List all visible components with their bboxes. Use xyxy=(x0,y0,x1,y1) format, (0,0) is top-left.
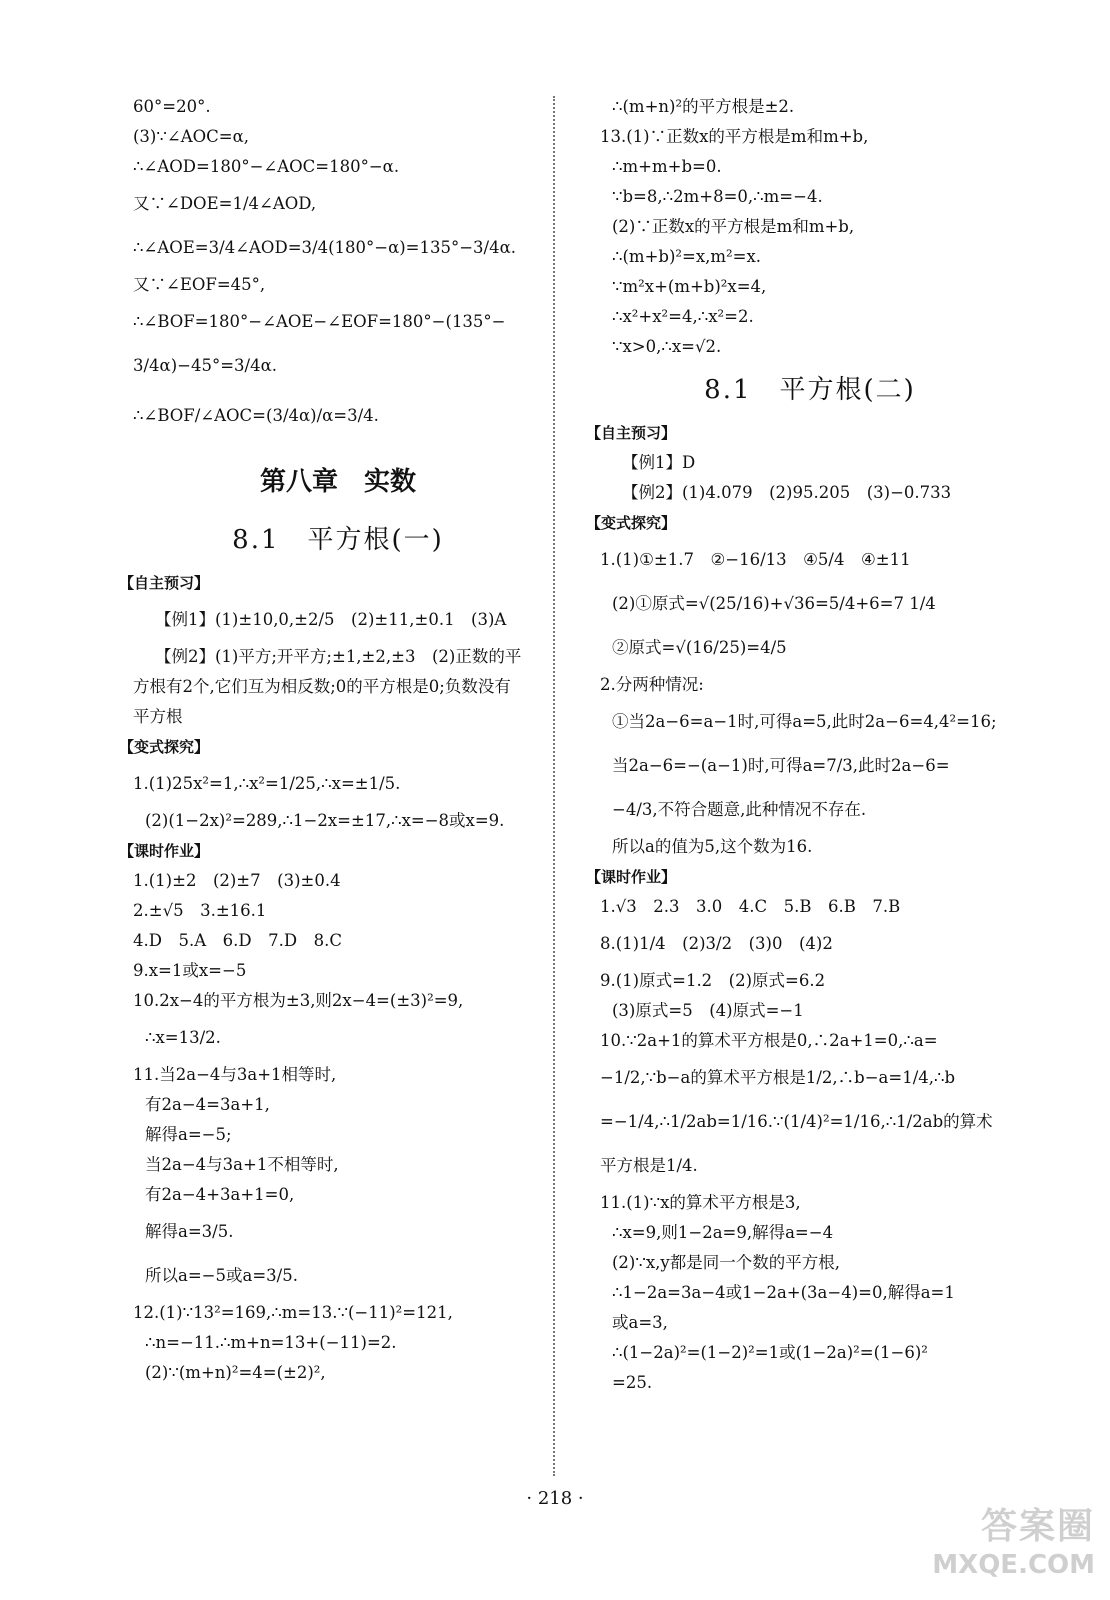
text-line: 所以a的值为5,这个数为16. xyxy=(612,837,813,856)
text-line: 所以a=−5或a=3/5. xyxy=(145,1266,298,1285)
text-line: 【例2】(1)4.079 (2)95.205 (3)−0.733 xyxy=(622,483,952,502)
text-line: 9.(1)原式=1.2 (2)原式=6.2 xyxy=(600,971,826,990)
text-line: ∴x=9,则1−2a=9,解得a=−4 xyxy=(612,1223,834,1242)
section-tag: 【自主预习】 xyxy=(586,424,677,442)
section-tag: 【课时作业】 xyxy=(119,842,210,860)
text-line: ∴∠AOE=3/4∠AOD=3/4(180°−α)=135°−3/4α. xyxy=(133,238,516,257)
text-line: 2.±√5 3.±16.1 xyxy=(133,901,267,920)
text-line: ∵x>0,∴x=√2. xyxy=(612,337,722,356)
text-line: =25. xyxy=(612,1373,653,1392)
text-line: 解得a=3/5. xyxy=(145,1222,234,1241)
text-line: 平方根 xyxy=(133,707,183,726)
text-line: 有2a−4=3a+1, xyxy=(145,1095,270,1114)
text-line: ∴∠BOF=180°−∠AOE−∠EOF=180°−(135°− xyxy=(133,312,506,331)
text-line: 8.(1)1/4 (2)3/2 (3)0 (4)2 xyxy=(600,934,833,953)
text-line: 4.D 5.A 6.D 7.D 8.C xyxy=(133,931,342,950)
text-line: 又∵∠DOE=1/4∠AOD, xyxy=(133,194,317,213)
text-line: ①当2a−6=a−1时,可得a=5,此时2a−6=4,4²=16; xyxy=(612,712,997,731)
text-line: 10.2x−4的平方根为±3,则2x−4=(±3)²=9, xyxy=(133,991,464,1010)
section-tag: 【变式探究】 xyxy=(586,514,677,532)
chapter-title: 第八章 实数 xyxy=(259,467,416,497)
section-tag: 【自主预习】 xyxy=(119,574,210,592)
text-line: 解得a=−5; xyxy=(145,1125,232,1144)
text-line: =−1/4,∴1/2ab=1/16.∵(1/4)²=1/16,∴1/2ab的算术 xyxy=(600,1112,993,1131)
text-line: ∴1−2a=3a−4或1−2a+(3a−4)=0,解得a=1 xyxy=(612,1283,955,1302)
text-line: 又∵∠EOF=45°, xyxy=(133,275,266,294)
text-line: 60°=20°. xyxy=(133,97,211,116)
text-line: 11.(1)∵x的算术平方根是3, xyxy=(600,1193,801,1212)
text-line: 1.(1)①±1.7 ②−16/13 ④5/4 ④±11 xyxy=(600,550,911,569)
text-line: 12.(1)∵13²=169,∴m=13.∵(−11)²=121, xyxy=(133,1303,453,1322)
text-line: ∵m²x+(m+b)²x=4, xyxy=(612,277,767,296)
text-line: (3)原式=5 (4)原式=−1 xyxy=(612,1001,804,1020)
text-line: 【例1】(1)±10,0,±2/5 (2)±11,±0.1 (3)A xyxy=(155,610,507,629)
text-line: 平方根是1/4. xyxy=(600,1156,698,1175)
text-line: ∴∠BOF/∠AOC=(3/4α)/α=3/4. xyxy=(133,406,379,425)
page-number: · 218 · xyxy=(526,1488,584,1509)
watermark xyxy=(905,1504,1095,1580)
text-line: 2.分两种情况: xyxy=(600,675,704,694)
text-line: 【例2】(1)平方;开平方;±1,±2,±3 (2)正数的平 xyxy=(155,647,522,666)
text-line: ∴(1−2a)²=(1−2)²=1或(1−2a)²=(1−6)² xyxy=(612,1343,928,1362)
text-line: 1.(1)25x²=1,∴x²=1/25,∴x=±1/5. xyxy=(133,774,401,793)
section-tag: 【变式探究】 xyxy=(119,738,210,756)
text-line: ∵b=8,∴2m+8=0,∴m=−4. xyxy=(612,187,823,206)
text-line: ∴∠AOD=180°−∠AOC=180°−α. xyxy=(133,157,400,176)
text-line: 方根有2个,它们互为相反数;0的平方根是0;负数没有 xyxy=(133,677,511,696)
text-line: (3)∵∠AOC=α, xyxy=(133,127,249,146)
section-title: 8.1 平方根(一) xyxy=(232,525,444,555)
watermark-logo-text: 答案圈 xyxy=(980,1506,1095,1547)
text-line: (2)∵正数x的平方根是m和m+b, xyxy=(612,217,855,236)
text-line: ∴x²+x²=4,∴x²=2. xyxy=(612,307,754,326)
text-line: 【例1】D xyxy=(622,453,696,472)
text-line: ∴x=13/2. xyxy=(145,1028,221,1047)
text-line: 13.(1)∵正数x的平方根是m和m+b, xyxy=(600,127,869,146)
text-line: 10.∵2a+1的算术平方根是0,∴2a+1=0,∴a= xyxy=(600,1031,938,1050)
text-line: (2)∵(m+n)²=4=(±2)², xyxy=(145,1363,326,1382)
text-line: ②原式=√(16/25)=4/5 xyxy=(612,638,787,657)
text-line: −4/3,不符合题意,此种情况不存在. xyxy=(612,800,867,819)
watermark-url: MXQE.COM xyxy=(932,1550,1095,1580)
text-line: 9.x=1或x=−5 xyxy=(133,961,247,980)
text-line: 或a=3, xyxy=(612,1313,668,1332)
text-line: 有2a−4+3a+1=0, xyxy=(145,1185,295,1204)
text-line: ∴(m+n)²的平方根是±2. xyxy=(612,97,795,116)
left-column xyxy=(119,92,543,1388)
text-line: 当2a−4与3a+1不相等时, xyxy=(145,1155,339,1174)
text-line: (2)(1−2x)²=289,∴1−2x=±17,∴x=−8或x=9. xyxy=(145,811,505,830)
text-line: ∴m+m+b=0. xyxy=(612,157,722,176)
text-line: 11.当2a−4与3a+1相等时, xyxy=(133,1065,337,1084)
text-line: −1/2,∵b−a的算术平方根是1/2,∴b−a=1/4,∴b xyxy=(600,1068,956,1087)
text-line: (2)①原式=√(25/16)+√36=5/4+6=7 1/4 xyxy=(612,594,936,613)
text-line: ∴(m+b)²=x,m²=x. xyxy=(612,247,762,266)
text-line: 当2a−6=−(a−1)时,可得a=7/3,此时2a−6= xyxy=(612,756,950,775)
right-column xyxy=(586,92,1020,1398)
text-line: (2)∵x,y都是同一个数的平方根, xyxy=(612,1253,840,1272)
text-line: ∴n=−11.∴m+n=13+(−11)=2. xyxy=(145,1333,397,1352)
text-line: 3/4α)−45°=3/4α. xyxy=(133,356,277,375)
column-divider xyxy=(553,96,555,1476)
section-title: 8.1 平方根(二) xyxy=(704,375,916,405)
section-tag: 【课时作业】 xyxy=(586,868,677,886)
text-line: 1.√3 2.3 3.0 4.C 5.B 6.B 7.B xyxy=(600,897,901,916)
text-line: 1.(1)±2 (2)±7 (3)±0.4 xyxy=(133,871,341,890)
